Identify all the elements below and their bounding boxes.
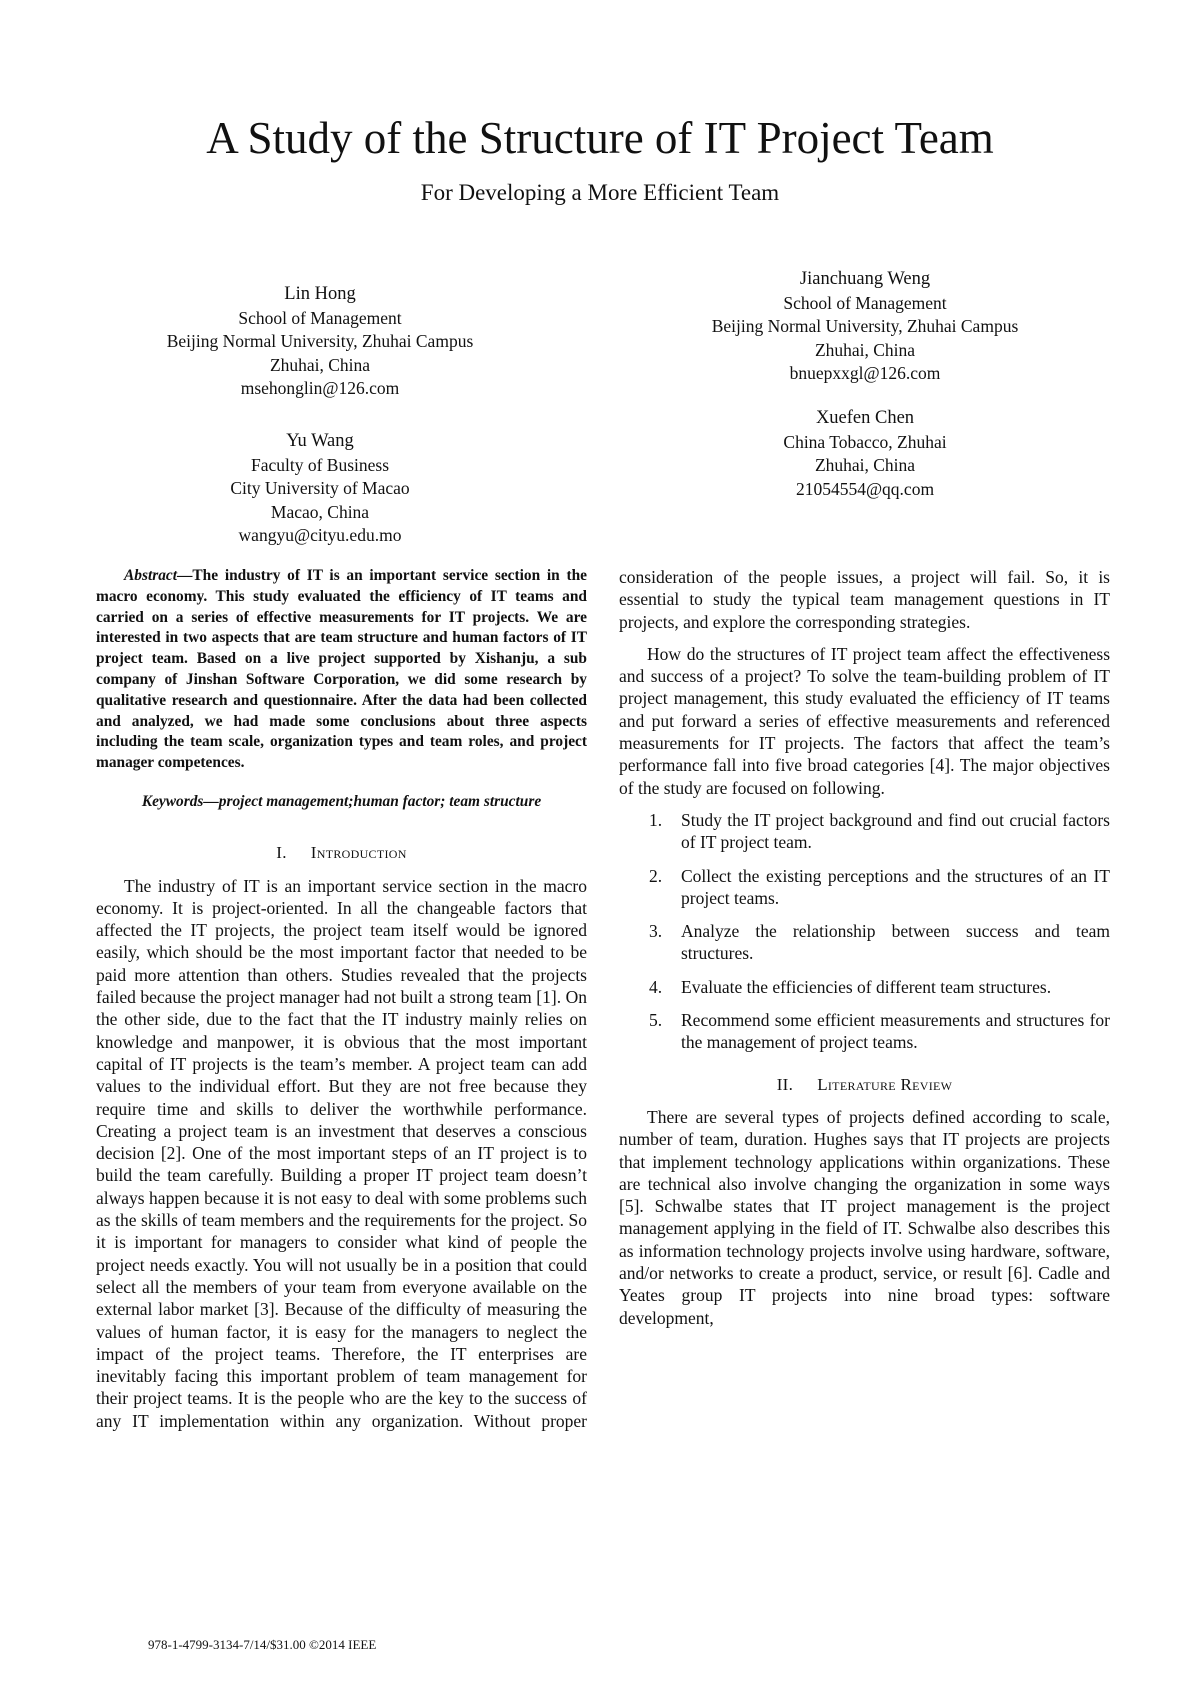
copyright-footer: 978-1-4799-3134-7/14/$31.00 ©2014 IEEE (148, 1637, 377, 1652)
author-name: Xuefen Chen (815, 408, 915, 428)
list-item: 1. Study the IT project background and find out crucial factors of IT project team. (649, 809, 1110, 853)
author-affiliation: City University of Macao (230, 478, 410, 498)
objectives-list (619, 809, 1110, 1054)
author-email: bnuepxxgl@126.com (789, 363, 941, 383)
abstract-dash: — (177, 567, 193, 584)
paper-subtitle: For Developing a More Efficient Team (420, 180, 780, 205)
left-column (96, 566, 587, 1432)
paper-title: A Study of the Structure of IT Project Team (206, 113, 994, 163)
author-name: Yu Wang (286, 431, 354, 451)
intro-paragraph-2: How do the structures of IT project team affect the effectiveness and success of a project? To solve the team-building problem of IT project management, this study evaluated the efficiency of IT teams and put forward a series of effective measurements and referenced measurements for IT projects. The factors that affect the team’s performance fall into five broad categories [4]. The major objectives of the study are focused on following. (619, 643, 1110, 798)
abstract (96, 566, 587, 774)
author-affiliation: Beijing Normal University, Zhuhai Campus (166, 331, 474, 351)
intro-paragraph-1-part-a: The industry of IT is an important service section in the macro economy. It is project-oriented. In all the changeable factors that affected the IT projects, the project team itself would be ignored easily, which should be the most important factor that needed to be paid more attention than others. Studies revealed that the projects failed because the project manager had not built a strong team [1]. On the other side, due to the fact that the IT industry mainly relies on knowledge and manpower, it is obvious that the most important capital of IT projects is the team’s member. A project team can add values to the individual effort. But they are not free because they require time and skills to deliver the worthwhile performance. Creating a project team is an investment that deserves a conscious decision [2]. One of the most important steps of an IT project is to build the team carefully. Building a proper IT project team doesn’t always happen because it is not easy to deal with some problems such as the skills of team members and the requirements for the project. So it is important for managers to consider what kind of people the project needs exactly. You will not usually be in a position that could select all the members of your team from everyone available on the external labor market [3]. Because of the difficulty of measuring the values of human factor, it is easy for the managers to neglect the impact of the project teams. Therefore, the IT enterprises are inevitably facing this important problem of team management for their project teams. It is the people who are the key to the success of any IT implementation within any organization. Without proper (96, 875, 587, 1431)
author-location: Macao, China (270, 501, 370, 522)
keywords-dash: — (203, 792, 219, 810)
author-name: Jianchuang Weng (799, 269, 931, 289)
author-name: Lin Hong (284, 284, 356, 304)
author-block-xuefen-chen (640, 407, 1090, 501)
list-item: 2. Collect the existing perceptions and the structures of an IT project teams. (649, 865, 1110, 908)
abstract-label: Abstract (124, 567, 178, 584)
author-affiliation: School of Management (238, 307, 402, 328)
intro-paragraph-start (96, 875, 587, 1432)
section-heading-introduction (96, 842, 587, 864)
list-item: 4. Evaluate the efficiencies of different team structures. (649, 976, 1052, 997)
author-email: wangyu@cityu.edu.mo (238, 525, 402, 545)
author-affiliation: Beijing Normal University, Zhuhai Campus (711, 316, 1019, 336)
author-email: 21054554@qq.com (795, 478, 935, 499)
section-title: Introduction (310, 843, 407, 863)
abstract-text: The industry of IT is an important service section in the macro economy. This study evaluated the efficiency of IT teams and carried on a series of effective measurements for IT projects. We are interested in two aspects that are team structure and human factors of IT project team. Based on a live project supported by Xishanju, a sub company of Jinshan Software Corporation, we did some research by qualitative research and questionnaire. After the data had been collected and analyzed, we had made some conclusions about three aspects including the team scale, organization types and team roles, and project manager competences. (96, 567, 587, 772)
literature-paragraph-1: There are several types of projects defined according to scale, number of team, duration. Hughes says that IT projects are projects that implement technology applications within organizations. These are technical also involve changing the organization in some ways [5]. Schwalbe states that IT project management is the project management applying in the field of IT. Schwalbe also describes this as information technology projects involve using hardware, software, and/or networks to create a product, service, or result [6]. Cadle and Yeates group IT projects into nine broad types: software development, (619, 1106, 1110, 1328)
intro-paragraph-1-part-b: consideration of the people issues, a project will fail. So, it is essential to study the typical team management questions in IT projects, and explore the corresponding strategies. (619, 567, 1110, 632)
keywords-label: Keywords (141, 792, 204, 810)
intro-paragraph-continued (619, 566, 1110, 633)
author-block-yu-wang (100, 430, 540, 548)
author-block-jianchuang-weng (640, 268, 1090, 386)
list-item: 5. Recommend some efficient measurements and structures for the management of project teams. (649, 1010, 1110, 1053)
author-location: Zhuhai, China (269, 354, 371, 375)
section-number: II. (776, 1074, 794, 1094)
section-title: Literature Review (817, 1074, 953, 1094)
author-affiliation: Faculty of Business (250, 454, 390, 475)
right-column (619, 566, 1110, 1329)
list-item: 3. Analyze the relationship between success and team structures. (649, 921, 1110, 964)
author-email: msehonglin@126.com (240, 378, 400, 398)
author-location: Zhuhai, China (814, 455, 916, 475)
author-block-lin-hong (100, 283, 540, 401)
section-heading-literature-review (619, 1074, 1110, 1096)
section-number: I. (276, 843, 287, 863)
keywords (96, 791, 587, 813)
author-affiliation: China Tobacco, Zhuhai (783, 431, 947, 452)
author-affiliation: School of Management (783, 292, 947, 313)
author-location: Zhuhai, China (814, 339, 916, 360)
keywords-text: project management;human factor; team structure (218, 792, 542, 810)
